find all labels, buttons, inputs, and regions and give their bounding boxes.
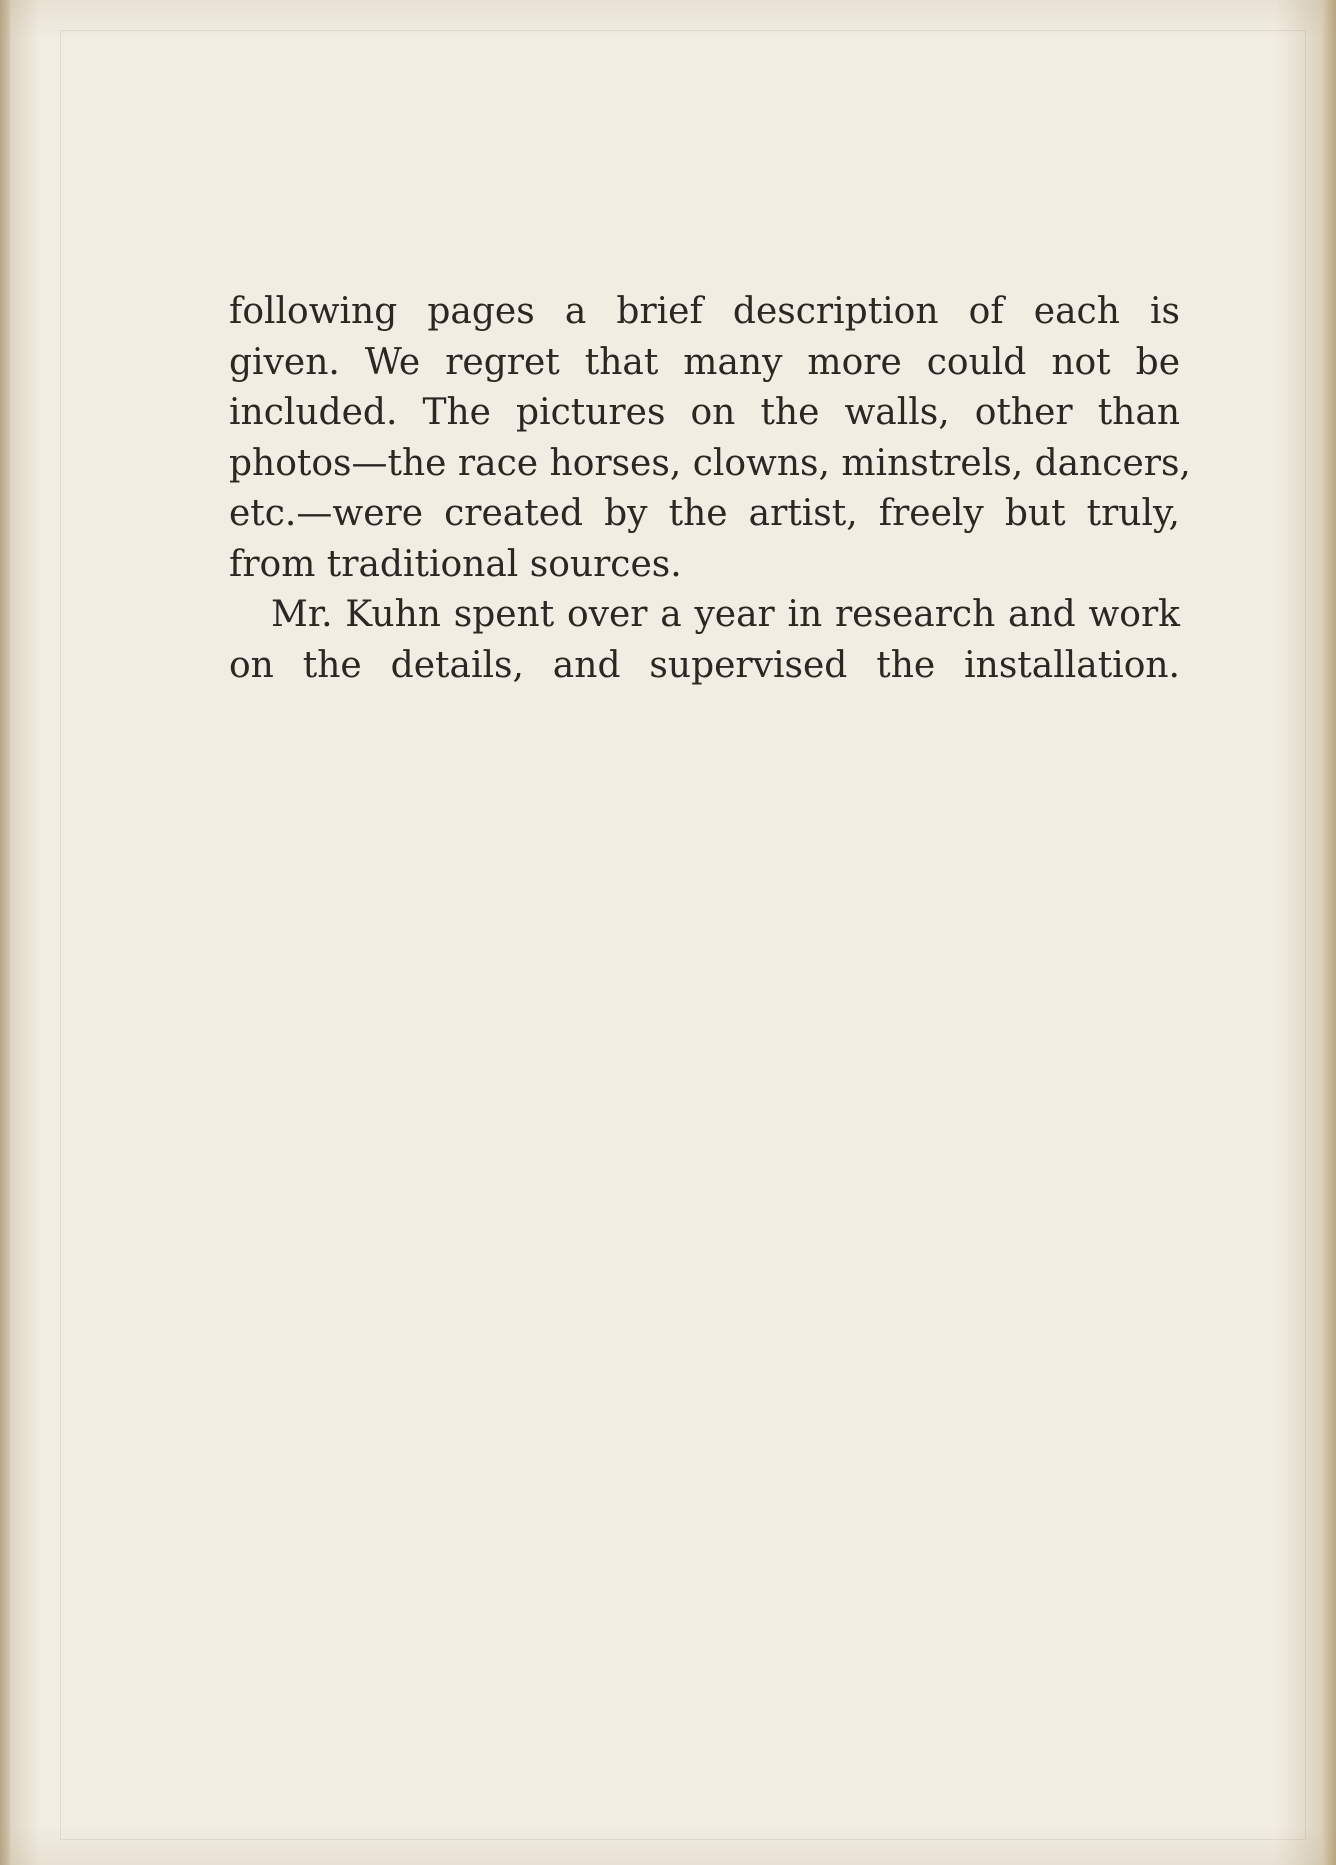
paragraph-1 [229,287,1191,590]
text-line: photos—the race horses, clowns, minstrels, dancers, [229,442,1191,484]
text-line: Mr. Kuhn spent over a year in research and work [271,594,1180,635]
text-line: on the details, and supervised the installation. [229,644,1180,686]
paragraph-2 [229,590,1180,691]
page-right-edge [1322,0,1336,1865]
text-line: following pages a brief description of each is [229,291,1180,332]
body-text [229,287,1191,691]
text-line: included. The pictures on the walls, other than [229,392,1180,433]
text-line: from traditional sources. [229,543,682,585]
text-line: etc.—were created by the artist, freely but truly, [229,493,1180,534]
page-left-edge [0,0,10,1865]
text-line: given. We regret that many more could not be [229,341,1180,383]
